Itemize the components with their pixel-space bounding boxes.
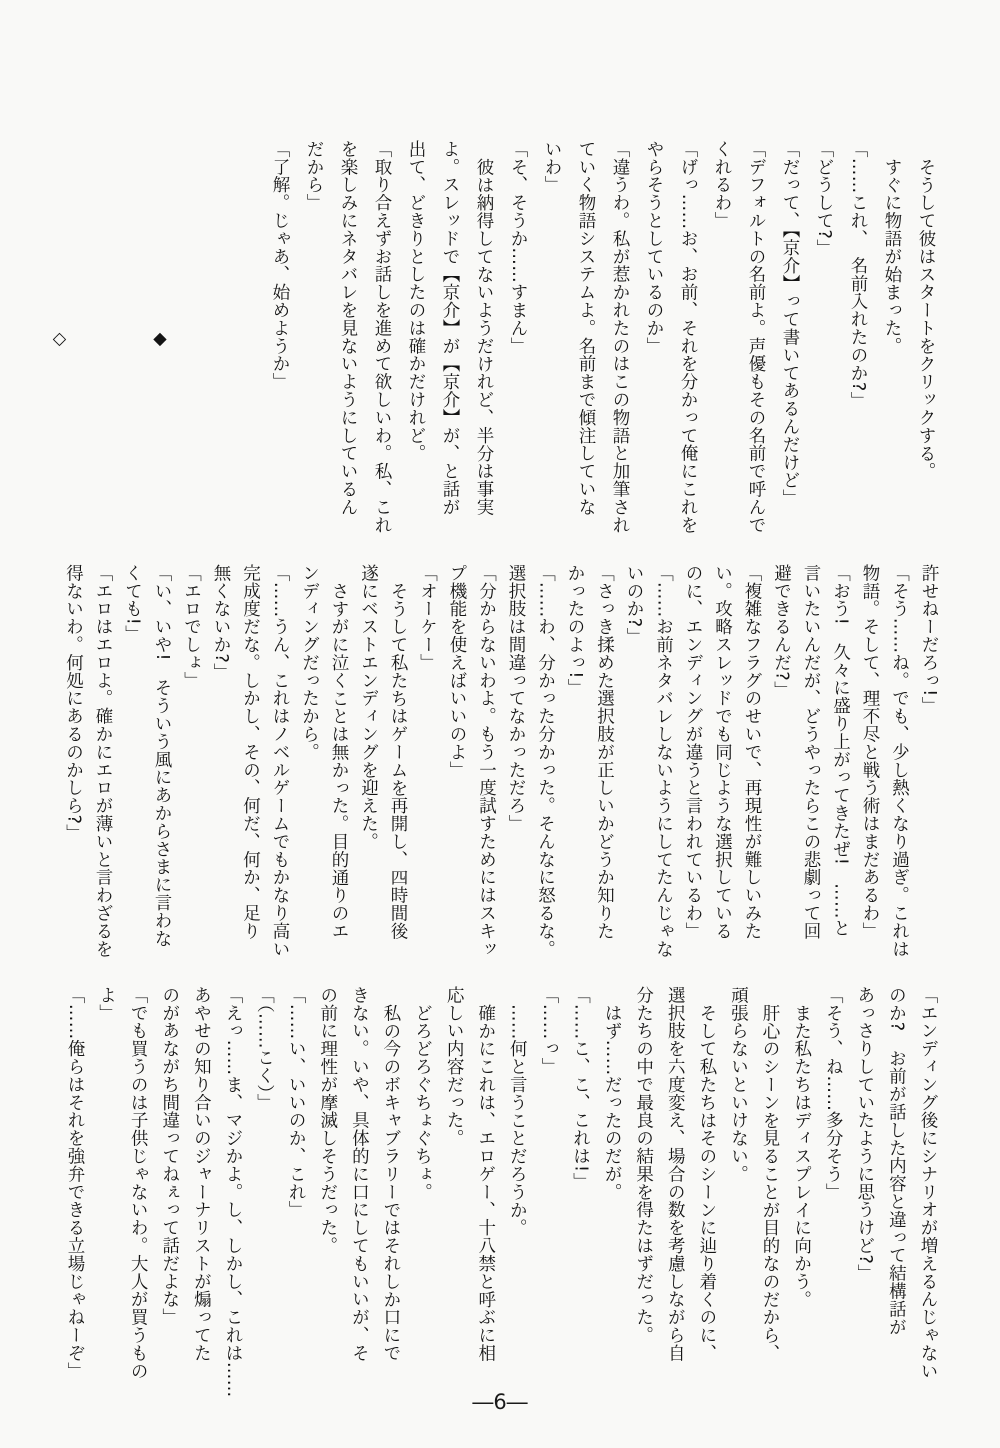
text-column: 「……っ」 (538, 986, 559, 1076)
text-column: 「そう……ね。でも、少し熱くなり過ぎ。これは (889, 564, 910, 958)
text-column: すぐに物語が始まった。 (882, 157, 902, 355)
text-column: 避できるんだ?」 (771, 564, 792, 699)
text-column: 「オーケー」 (417, 564, 438, 672)
text-column: いのか?」 (624, 564, 644, 646)
text-column: 「エンディング後にシナリオが増えるんじゃない (918, 986, 938, 1380)
text-column: あっさりしていたように思うけど?」 (854, 986, 875, 1283)
text-column: 「そ、そうか……すまん」 (508, 140, 528, 355)
diamond-ornament: ◇ (49, 328, 70, 350)
text-column: 「どうして?」 (814, 140, 834, 258)
text-column: そして私たちはそのシーンに辿り着くのに、 (696, 1003, 717, 1362)
text-column: 物語。そして、理不尽と戦う術はまだあるわ」 (860, 564, 880, 940)
text-column: 「……お前ネタバレしないようにしてたんじゃな (653, 564, 674, 958)
text-column: 「（……こく）」 (254, 986, 275, 1112)
text-column: 「……これ、 名前入れたのか?」 (848, 140, 868, 410)
text-column: くれるわ」 (712, 140, 732, 230)
text-column: どろどろぐちょぐちょ。 (412, 1003, 433, 1201)
text-column: プ機能を使えばいいのよ」 (447, 564, 467, 779)
text-column: 「了解。じゃあ、始めようか」 (270, 140, 290, 391)
text-column: 許せねーだろっ!」 (919, 564, 939, 715)
text-column: 「複雑なフラグのせいで、再現性が難しいみた (742, 564, 762, 940)
page-number: ―6― (472, 1390, 528, 1414)
text-column: 「……わ、分かった分かった。そんなに怒るな。 (535, 564, 556, 958)
text-column: 頑張らないといけない。 (728, 986, 749, 1183)
text-column: 「……うん、これはノベルゲームでもかなり高い (270, 564, 290, 958)
text-column: ていく物語システムよ。名前まで傾注していな (576, 140, 596, 516)
text-column: 「おう! 久々に盛り上がってきたぜ! ……と (830, 564, 851, 937)
text-column: 完成度だな。しかし、その、何だ、何か、足り (240, 564, 261, 940)
text-column: 「取り合えずお話しを進めて欲しいわ。私、これ (372, 140, 392, 534)
text-column: 選択肢を六度変え、場合の数を考慮しながら自 (665, 986, 686, 1362)
text-column: 「さっき揉めた選択肢が正しいかどうか知りた (594, 564, 615, 940)
text-column: 「……こ、こ、これは!」 (570, 986, 591, 1191)
text-column: 「分からないわよ。もう一度試すためにはスキッ (476, 564, 497, 958)
text-column: のか? お前が話した内容と違って結構話が (886, 986, 907, 1336)
text-column: 「そう、ね……多分そう」 (823, 986, 844, 1201)
text-column: いわ」 (542, 140, 562, 194)
text-column: い。攻略スレッドでも同じような選択している (712, 564, 733, 940)
text-column: だから」 (304, 140, 324, 212)
text-column: また私たちはディスプレイに向かう。 (791, 1003, 812, 1308)
text-column: くても!」 (122, 564, 143, 644)
text-column: 「エロでしょ」 (181, 564, 202, 690)
text-column: のに、エンディングが違うと言われているわ」 (683, 564, 703, 940)
text-column: 私の今のボキャブラリーではそれしか口にで (380, 1003, 401, 1362)
text-column: 彼は納得してないようだけれど、半分は事実 (474, 157, 494, 516)
text-column: 「だって、【京介】って書いてあるんだけど」 (780, 140, 800, 508)
text-column: 「……俺らはそれを強弁できる立場じゃねーぞ」 (64, 986, 85, 1380)
text-column: 応しい内容だった。 (444, 986, 465, 1148)
text-column: 分たちの中で最良の結果を得たはずだった。 (633, 986, 654, 1344)
text-column: 「えっ……ま、マジかよ。し、しかし、これは…… (222, 986, 243, 1398)
text-column: 確かにこれは、エロゲー、十八禁と呼ぶに相 (475, 1003, 496, 1362)
text-column: さすがに泣くことは無かった。目的通りのエ (329, 581, 349, 940)
text-column: 「デフォルトの名前よ。声優もその名前で呼んで (746, 140, 766, 534)
text-band-1 (49, 140, 943, 538)
text-column: かったのよっ!」 (565, 564, 585, 697)
text-column: 得ないわ。何処にあるのかしら?」 (63, 564, 84, 843)
text-column: ……何と言うことだろうか。 (507, 1003, 528, 1237)
text-column: 「……い、いいのか、これ」 (286, 986, 307, 1219)
text-column: よ。スレッドで【京介】が【京介】が、と話が (440, 140, 460, 516)
text-column: 「違うわ。私が惹かれたのはこの物語と加筆され (610, 140, 630, 534)
text-column: そうして彼はスタートをクリックする。 (916, 157, 936, 480)
text-column: よ」 (96, 986, 117, 1022)
section-separator (0, 140, 263, 538)
text-column: 言いたいんだが、どうやったらこの悲劇って回 (801, 564, 821, 940)
text-column: の前に理性が摩滅しそうだった。 (317, 986, 338, 1255)
text-column: 「でも買うのは子供じゃないわ。大人が買うもの (128, 986, 149, 1380)
text-column: あやせの知り合いのジャーナリストが煽ってた (191, 986, 212, 1362)
text-column: そうして私たちはゲームを再開し、四時間後 (388, 581, 408, 940)
text-column: 遂にベストエンディングを迎えた。 (358, 564, 379, 851)
text-band-3 (57, 986, 943, 1398)
text-column: のがあながち間違ってねぇって話だよな」 (159, 986, 180, 1327)
text-column: 肝心のシーンを見ることが目的なのだから、 (760, 1003, 781, 1362)
diamond-ornament: ◆ (150, 328, 170, 350)
text-column: やらそうとしているのか」 (644, 140, 664, 355)
text-column: 無くないか?」 (211, 564, 231, 682)
text-column: 出て、どきりとしたのは確かだけれど。 (406, 140, 426, 463)
text-column: はず……だったのだが。 (602, 1003, 623, 1201)
text-column: 「げっ……お、お前、それを分かって俺にこれを (678, 140, 698, 534)
text-column: きない。いや、具体的に口にしてもいいが、そ (349, 986, 370, 1362)
text-column: 選択肢は間違ってなかっただろ」 (506, 564, 526, 833)
text-column: を楽しみにネタバレを見ないようにしているん (338, 140, 358, 516)
text-band-2 (57, 564, 943, 968)
text-column: ンディングだったから。 (299, 564, 320, 761)
text-column: 「エロはエロよ。確かにエロが薄いと言わざるを (93, 564, 113, 958)
text-column: 「い、いや! そういう風にあからさまに言わな (152, 564, 172, 948)
